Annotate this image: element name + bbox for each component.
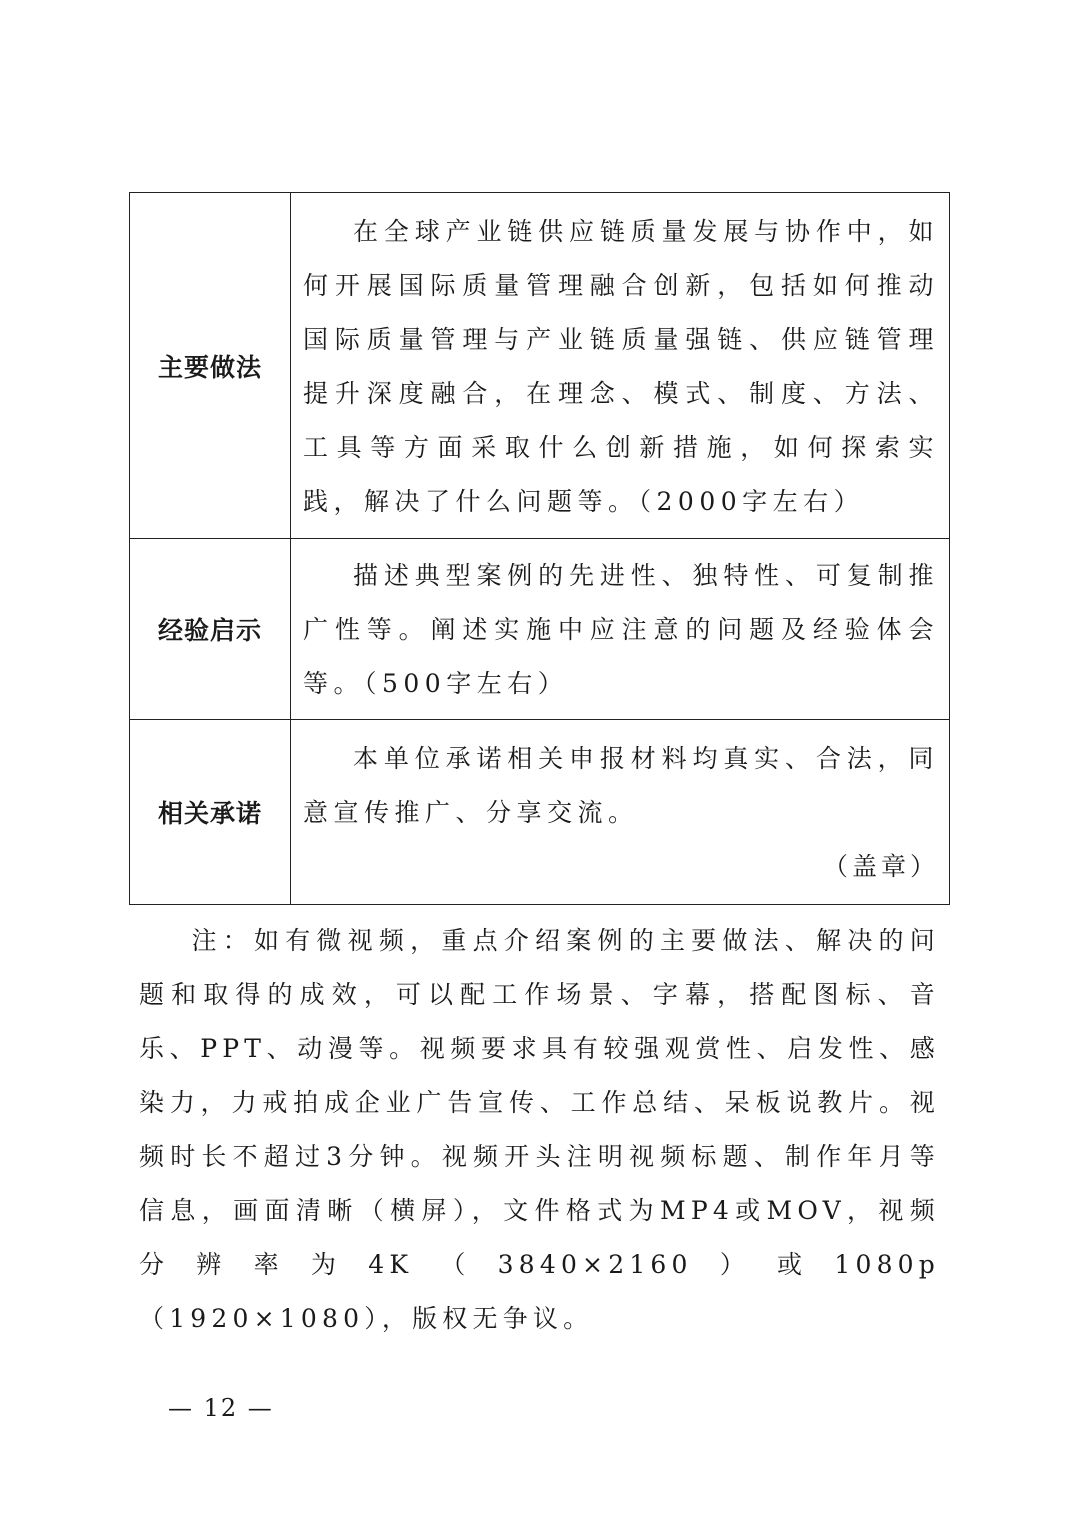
row-label-commitment: 相关承诺 xyxy=(130,720,291,905)
case-form-table xyxy=(129,192,950,905)
table-row-main-practices xyxy=(130,193,950,539)
row-label-main-practices: 主要做法 xyxy=(130,193,291,539)
commitment-text: 本单位承诺相关申报材料均真实、合法，同意宣传推广、分享交流。 xyxy=(303,744,939,827)
page-number: — 12 — xyxy=(168,1394,274,1422)
table-row-experience xyxy=(130,539,950,720)
row-content-experience: 描述典型案例的先进性、独特性、可复制推广性等。阐述实施中应注意的问题及经验体会等。（500字左右） xyxy=(291,539,950,720)
row-content-commitment xyxy=(291,720,950,905)
video-note: 注：如有微视频，重点介绍案例的主要做法、解决的问题和取得的成效，可以配工作场景、字幕，搭配图标、音乐、PPT、动漫等。视频要求具有较强观赏性、启发性、感染力，力戒拍成企业广告宣传、工作总结、呆板说教片。视频时长不超过3分钟。视频开头注明视频标题、制作年月等信息，画面清晰（横屏），文件格式为MP4或MOV，视频分辨率为4K（3840×2160）或1080p（1920×1080），版权无争议。 xyxy=(139,926,940,1333)
row-content-main-practices: 在全球产业链供应链质量发展与协作中，如何开展国际质量管理融合创新，包括如何推动国际质量管理与产业链质量强链、供应链管理提升深度融合，在理念、模式、制度、方法、工具等方面采取什么创新措施，如何探索实践，解决了什么问题等。（2000字左右） xyxy=(291,193,950,539)
table-row-commitment xyxy=(130,720,950,905)
seal-label: （盖章） xyxy=(822,852,939,881)
row-label-experience: 经验启示 xyxy=(130,539,291,720)
